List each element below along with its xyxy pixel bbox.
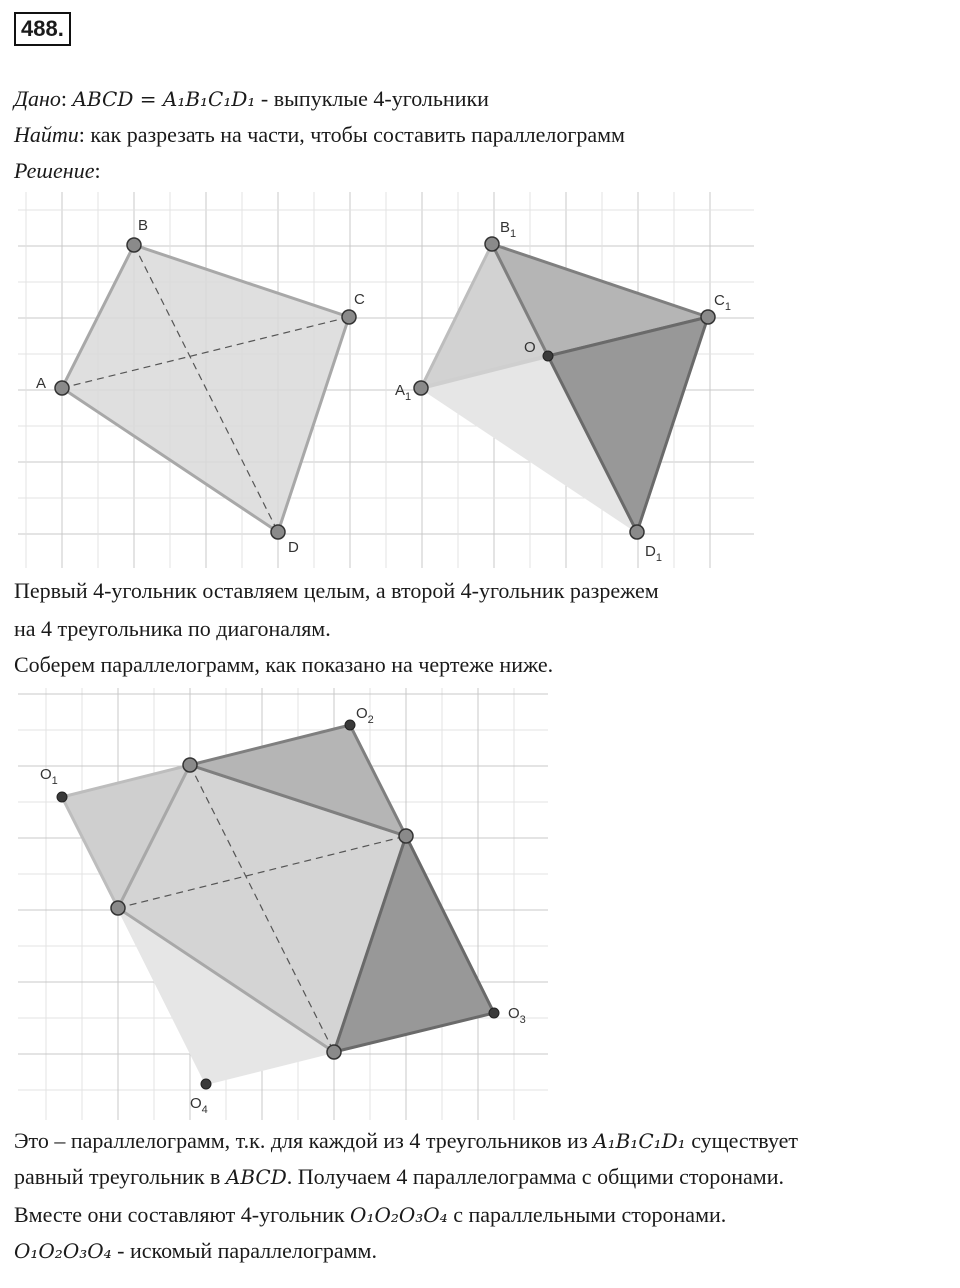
point-o4 (201, 1079, 211, 1089)
point-3-c (399, 829, 413, 843)
conclusion-line-2 (14, 1164, 784, 1190)
conclusion-2b: . Получаем 4 параллелограмма с общими сторонами. (286, 1164, 784, 1189)
conclusion-4-math: O₁O₂O₃O₄ (14, 1239, 112, 1263)
point-d (271, 525, 285, 539)
text-line-3: Соберем параллелограмм, как показано на чертеже ниже. (14, 652, 554, 677)
given-colon: : (60, 86, 68, 111)
point-o1 (57, 792, 67, 802)
label-o4: $O_4$ (190, 1095, 208, 1116)
text-line-2: на 4 треугольника по диагоналям. (14, 616, 331, 641)
conclusion-3b: с параллельными сторонами. (447, 1202, 727, 1227)
conclusion-3a: Вместе они составляют 4-угольник (14, 1202, 351, 1227)
conclusion-line-3 (14, 1202, 726, 1228)
conclusion-4b: - искомый параллелограмм. (111, 1238, 377, 1263)
point-a (55, 381, 69, 395)
figure-parallelogram (18, 688, 548, 1120)
given-formula: ABCD = A₁B₁C₁D₁ (72, 87, 256, 111)
point-o (543, 351, 553, 361)
point-3-b (183, 758, 197, 772)
solution-line (14, 158, 101, 184)
conclusion-1b: существует (685, 1128, 799, 1153)
conclusion-1-math: A₁B₁C₁D₁ (593, 1129, 686, 1153)
conclusion-2-math: ABCD (225, 1165, 287, 1189)
point-3-d (327, 1045, 341, 1059)
solution-label: Решение (14, 158, 95, 183)
point-3-a (111, 901, 125, 915)
label-d: D (288, 539, 299, 556)
conclusion-line-4 (14, 1238, 377, 1264)
given-label: Дано (14, 86, 61, 111)
figure-quadrilaterals (18, 192, 754, 568)
label-a: A (36, 375, 47, 392)
label-b: B (138, 217, 149, 234)
label-d1: $D_1$ (645, 543, 662, 564)
text-line-1: Первый 4-угольник оставляем целым, а второй 4-угольник разрежем (14, 578, 659, 603)
label-b1: $B_1$ (500, 219, 517, 240)
find-label: Найти (14, 122, 79, 147)
point-a1 (414, 381, 428, 395)
conclusion-3-math: O₁O₂O₃O₄ (350, 1203, 448, 1227)
find-line (14, 122, 625, 148)
label-o1: $O_1$ (40, 766, 58, 787)
point-o2 (345, 720, 355, 730)
point-c1 (701, 310, 715, 324)
label-o3: $O_3$ (508, 1005, 526, 1026)
label-a1: $A_1$ (395, 382, 412, 403)
label-c1: $C_1$ (714, 292, 731, 313)
point-b1 (485, 237, 499, 251)
label-o2: $O_2$ (356, 705, 374, 726)
point-o3 (489, 1008, 499, 1018)
point-c (342, 310, 356, 324)
point-d1 (630, 525, 644, 539)
find-rest: : как разрезать на части, чтобы составить параллелограмм (78, 122, 625, 147)
problem-number: 488. (14, 12, 71, 46)
solution-colon: : (94, 158, 101, 183)
given-line (14, 86, 489, 112)
label-c: C (354, 291, 365, 308)
point-b (127, 238, 141, 252)
label-o: O (524, 339, 536, 356)
conclusion-1a: Это – параллелограмм, т.к. для каждой из 4 треугольников из (14, 1128, 594, 1153)
conclusion-line-1 (14, 1128, 798, 1154)
conclusion-2a: равный треугольник в (14, 1164, 226, 1189)
given-rest: - выпуклые 4-угольники (255, 86, 489, 111)
